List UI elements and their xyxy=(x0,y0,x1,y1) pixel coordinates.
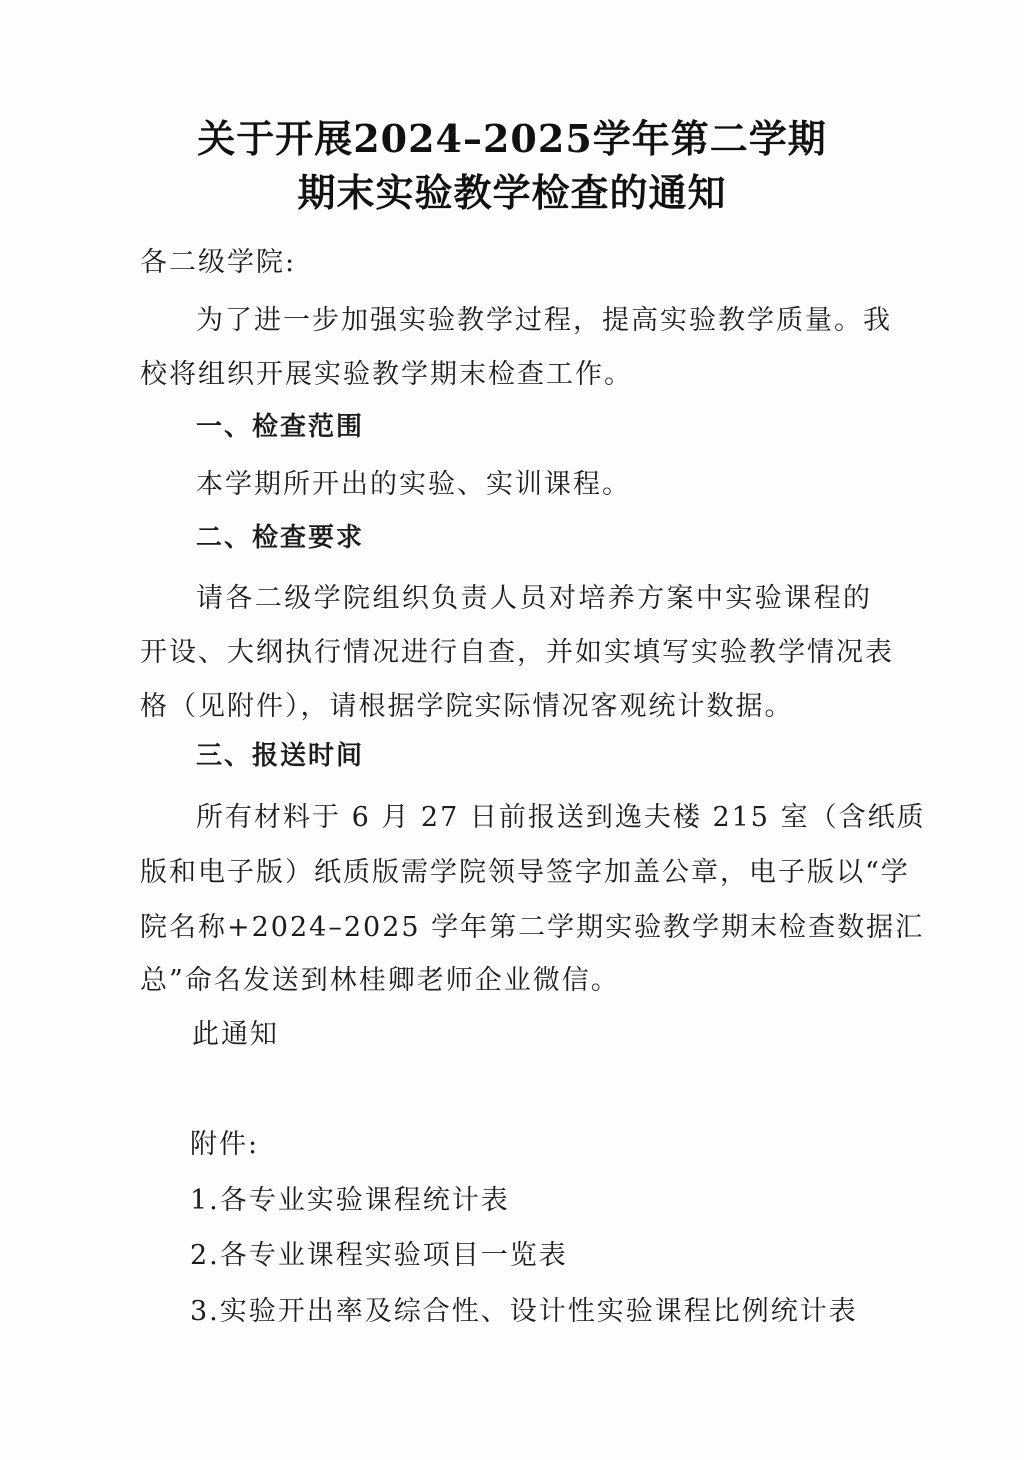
section-3-paragraph-line-3: 院名称+2024–2025 学年第二学期实验教学期末检查数据汇 xyxy=(140,912,925,943)
section-3-paragraph-line-1: 所有材料于 6 月 27 日前报送到逸夫楼 215 室（含纸质 xyxy=(196,802,926,833)
section-2-paragraph-line-2: 开设、大纲执行情况进行自查，并如实填写实验教学情况表 xyxy=(140,637,894,668)
closing-line: 此通知 xyxy=(192,1019,279,1050)
attachment-item: 1.各专业实验课程统计表 xyxy=(190,1185,510,1216)
document-title-line-1: 关于开展2024–2025学年第二学期 xyxy=(197,116,827,161)
document-title-line-2: 期末实验教学检查的通知 xyxy=(297,170,727,215)
attachment-item: 2.各专业课程实验项目一览表 xyxy=(190,1240,568,1271)
section-1-text: 本学期所开出的实验、实训课程。 xyxy=(196,469,631,500)
attachments-label: 附件: xyxy=(190,1129,260,1160)
section-1-heading: 一、检查范围 xyxy=(196,412,365,442)
salutation: 各二级学院: xyxy=(140,247,297,278)
section-2-heading: 二、检查要求 xyxy=(196,523,365,553)
section-3-paragraph-line-2: 版和电子版）纸质版需学院领导签字加盖公章，电子版以“学 xyxy=(140,857,910,888)
section-3-heading: 三、报送时间 xyxy=(196,741,365,771)
section-2-paragraph-line-3: 格（见附件），请根据学院实际情况客观统计数据。 xyxy=(140,691,794,722)
intro-paragraph-line-2: 校将组织开展实验教学期末检查工作。 xyxy=(140,359,633,390)
intro-paragraph-line-1: 为了进一步加强实验教学过程，提高实验教学质量。我 xyxy=(196,305,892,336)
section-3-paragraph-line-4: 总”命名发送到林桂卿老师企业微信。 xyxy=(140,965,620,996)
section-2-paragraph-line-1: 请各二级学院组织负责人员对培养方案中实验课程的 xyxy=(196,583,872,614)
attachment-item: 3.实验开出率及综合性、设计性实验课程比例统计表 xyxy=(190,1296,858,1327)
